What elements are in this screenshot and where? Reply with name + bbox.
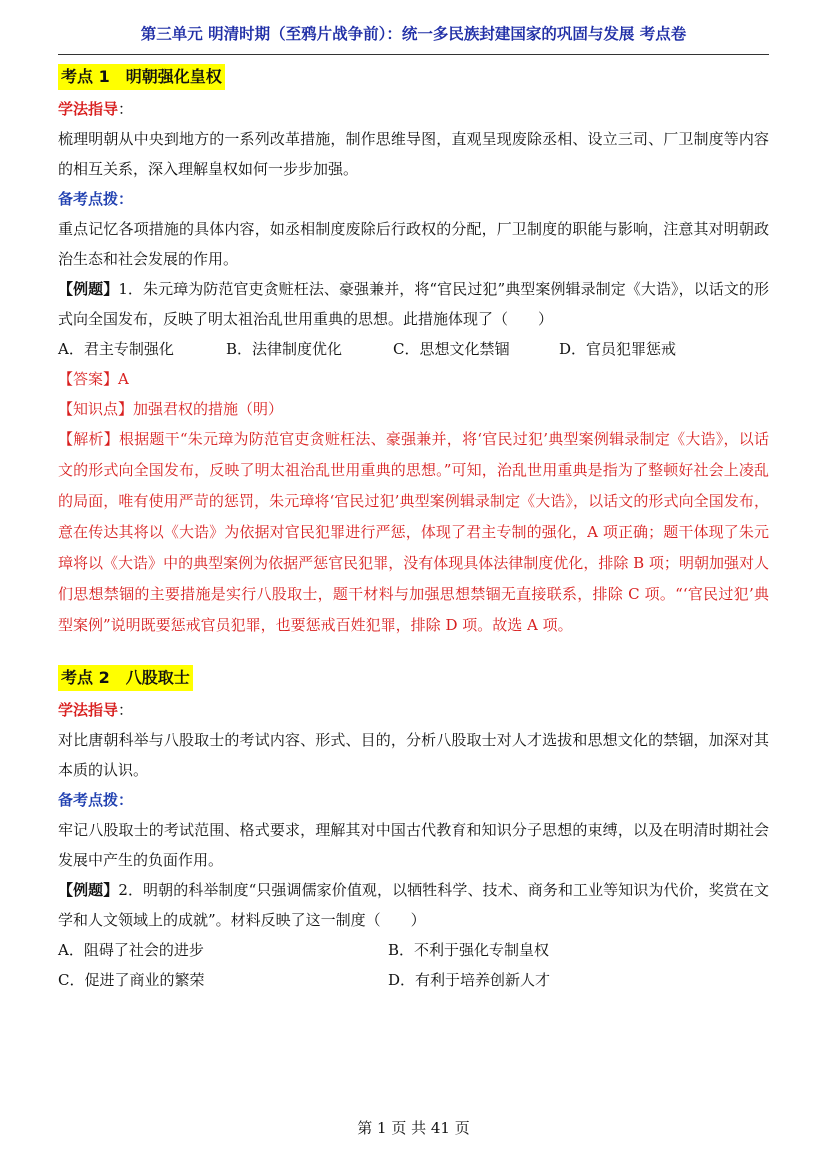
tips-label: 备考点拨： bbox=[58, 791, 134, 809]
example-text: 2．明朝的科举制度“只强调儒家价值观，以牺牲科学、技术、商务和工业等知识为代价，奖赏在文学和人文领域上的成就”。材料反映了这一制度（ ） bbox=[58, 881, 769, 929]
option-a: A．阻碍了社会的进步 bbox=[58, 941, 204, 959]
example-label: 【例题】 bbox=[58, 881, 119, 899]
option-a: A．君主专制强化 bbox=[58, 340, 174, 358]
section-heading: 考点 1 明朝强化皇权 bbox=[58, 64, 225, 90]
option-c: C．促进了商业的繁荣 bbox=[58, 971, 205, 989]
method-label: 学法指导 bbox=[58, 701, 119, 719]
method-label: 学法指导 bbox=[58, 100, 119, 118]
method-text: 梳理明朝从中央到地方的一系列改革措施，制作思维导图，直观呈现废除丞相、设立三司、厂卫制度等内容的相互关系，深入理解皇权如何一步步加强。 bbox=[58, 130, 769, 178]
page-footer: 第 1 页 共 41 页 bbox=[357, 1119, 470, 1137]
analysis: 【解析】根据题干“朱元璋为防范官吏贪赃枉法、豪强兼并，将‘官民过犯’典型案例辑录制定《大诰》，以话文的形式向全国发布，反映了明太祖治乱世用重典的思想。”可知，治乱世用重典是指为了整顿好社会上凌乱的局面，唯有使用严苛的惩罚，朱元璋将‘官民过犯’典型案例辑录制定《大诰》，以话文的形式向全国发布，意在传达其将以《大诰》为依据对官民犯罪进行严惩，体现了君主专制的强化，A 项正确；题干体现了朱元璋将以《大诰》中的典型案例为依据严惩官民犯罪，没有体现具体法律制度优化，排除 B 项；明朝加强对人们思想禁锢的主要措施是实行八股取士，题干材料与加强思想禁锢无直接联系，排除 C 项。“‘官民过犯’典型案例”说明既要惩戒官员犯罪，也要惩戒百姓犯罪，排除 D 项。故选 A 项。 bbox=[58, 430, 769, 634]
section-heading: 考点 2 八股取士 bbox=[58, 665, 193, 691]
options-row bbox=[58, 334, 769, 364]
tips-text: 重点记忆各项措施的具体内容，如丞相制度废除后行政权的分配，厂卫制度的职能与影响，注意其对明朝政治生态和社会发展的作用。 bbox=[58, 220, 769, 268]
section-1 bbox=[58, 64, 769, 90]
page-content bbox=[58, 62, 769, 995]
knowledge-point: 【知识点】加强君权的措施（明） bbox=[58, 400, 284, 418]
tips-label: 备考点拨： bbox=[58, 190, 134, 208]
example-question-1 bbox=[58, 274, 769, 334]
answer: 【答案】A bbox=[58, 370, 129, 388]
option-c: C．思想文化禁锢 bbox=[393, 340, 510, 358]
method-colon: ： bbox=[118, 701, 134, 719]
method-guide-1 bbox=[58, 94, 769, 124]
option-d: D．有利于培养创新人才 bbox=[388, 971, 551, 989]
example-label: 【例题】 bbox=[58, 280, 119, 298]
options-grid bbox=[58, 935, 769, 995]
option-b: B．法律制度优化 bbox=[226, 340, 343, 358]
document-header: 第三单元 明清时期（至鸦片战争前）：统一多民族封建国家的巩固与发展 考点卷 bbox=[140, 25, 687, 43]
example-question-2 bbox=[58, 875, 769, 935]
method-guide-2 bbox=[58, 695, 769, 725]
example-text: 1．朱元璋为防范官吏贪赃枉法、豪强兼并，将“官民过犯”典型案例辑录制定《大诰》，以话文的形式向全国发布，反映了明太祖治乱世用重典的思想。此措施体现了（ ） bbox=[58, 280, 769, 328]
method-colon: ： bbox=[118, 100, 134, 118]
header-divider bbox=[58, 54, 769, 55]
option-d: D．官员犯罪惩戒 bbox=[559, 340, 677, 358]
option-b: B．不利于强化专制皇权 bbox=[388, 941, 550, 959]
tips-text: 牢记八股取士的考试范围、格式要求，理解其对中国古代教育和知识分子思想的束缚，以及在明清时期社会发展中产生的负面作用。 bbox=[58, 821, 769, 869]
method-text: 对比唐朝科举与八股取士的考试内容、形式、目的，分析八股取士对人才选拔和思想文化的禁锢，加深对其本质的认识。 bbox=[58, 731, 769, 779]
section-2 bbox=[58, 665, 769, 691]
